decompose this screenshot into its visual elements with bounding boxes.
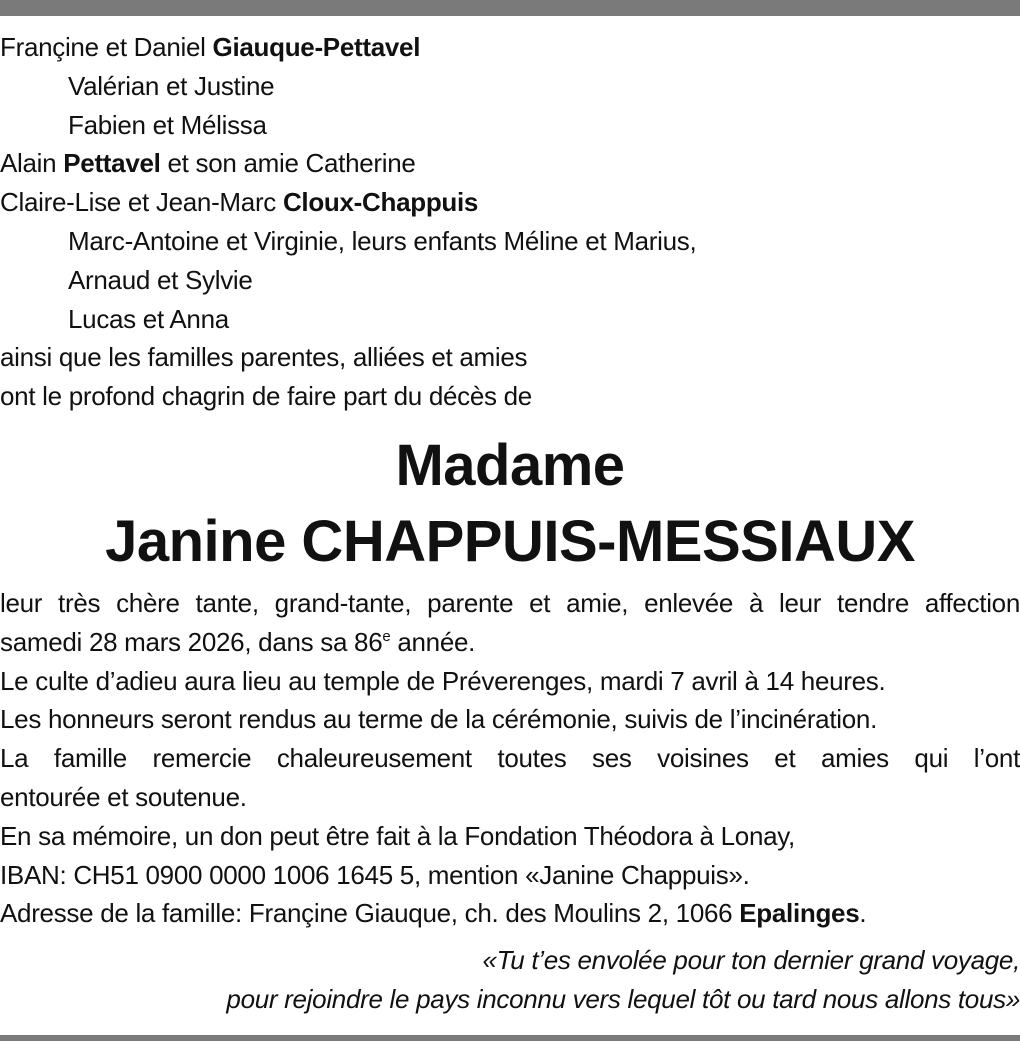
family-name-cloux-chappuis: Cloux-Chappuis	[282, 187, 479, 218]
body-line-6: entourée et soutenue.	[0, 781, 247, 812]
family-name-giauque-pettavel: Giauque-Pettavel	[212, 32, 421, 62]
body-line-7: En sa mémoire, un don peut être fait à la Fondation Théodora à Lonay,	[0, 820, 795, 851]
deceased-heading	[0, 428, 1020, 580]
body-line-3: Le culte d’adieu aura lieu au temple de Préverenges, mardi 7 avril à 14 heures.	[0, 665, 886, 696]
family-line-4-text-b: et son amie Catherine	[160, 148, 416, 179]
family-line-3: Fabien et Mélissa	[68, 109, 267, 140]
family-line-4-text-a: Alain	[0, 148, 64, 179]
deceased-title: Madame	[395, 432, 625, 498]
body-line-4: Les honneurs seront rendus au terme de la cérémonie, suivis de l’incinération.	[0, 704, 877, 735]
family-line-1	[0, 28, 1020, 67]
family-line-7: Arnaud et Sylvie	[68, 264, 253, 295]
body-line-2	[0, 623, 1020, 662]
family-line-5-text: Claire-Lise et Jean-Marc	[0, 187, 283, 218]
family-line-5	[0, 183, 1020, 222]
quote-line-1: «Tu t’es envolée pour ton dernier grand voyage,	[482, 945, 1020, 976]
family-line-4	[0, 144, 1020, 183]
address-town: Epalinges	[739, 898, 860, 929]
body-line-2-text-b: année.	[390, 626, 476, 657]
body-line-9	[0, 894, 1020, 933]
top-rule	[0, 0, 1020, 16]
bottom-rule	[0, 1035, 1020, 1041]
family-line-2: Valérian et Justine	[68, 70, 275, 101]
family-line-8: Lucas et Anna	[68, 303, 229, 334]
family-line-6: Marc-Antoine et Virginie, leurs enfants Méline et Marius,	[68, 225, 697, 256]
address-text: Adresse de la famille: Françine Giauque, ch. des Moulins 2, 1066	[0, 898, 740, 929]
body-line-5: La famille remercie chaleureusement toutes ses voisines et amies qui l’ont	[0, 743, 1020, 774]
body-line-8: IBAN: CH51 0900 0000 1006 1645 5, mention «Janine Chappuis».	[0, 859, 750, 890]
body-line-1: leur très chère tante, grand-tante, parente et amie, enlevée à leur tendre affection	[0, 587, 1020, 618]
family-line-10: ont le profond chagrin de faire part du décès de	[0, 381, 532, 412]
address-end: .	[859, 898, 867, 929]
family-name-pettavel: Pettavel	[63, 148, 161, 179]
closing-quote	[0, 941, 1020, 1019]
quote-line-2: pour rejoindre le pays inconnu vers lequel tôt ou tard nous allons tous»	[226, 983, 1020, 1014]
deceased-name: Janine CHAPPUIS-MESSIAUX	[105, 508, 915, 574]
family-line-9: ainsi que les familles parentes, alliées et amies	[0, 342, 528, 373]
family-line-1-text: Françine et Daniel	[0, 32, 213, 62]
body-line-2-text-a: samedi 28 mars 2026, dans sa 86	[0, 626, 383, 657]
ordinal-suffix: e	[382, 627, 391, 645]
obituary-notice	[0, 28, 1020, 1019]
